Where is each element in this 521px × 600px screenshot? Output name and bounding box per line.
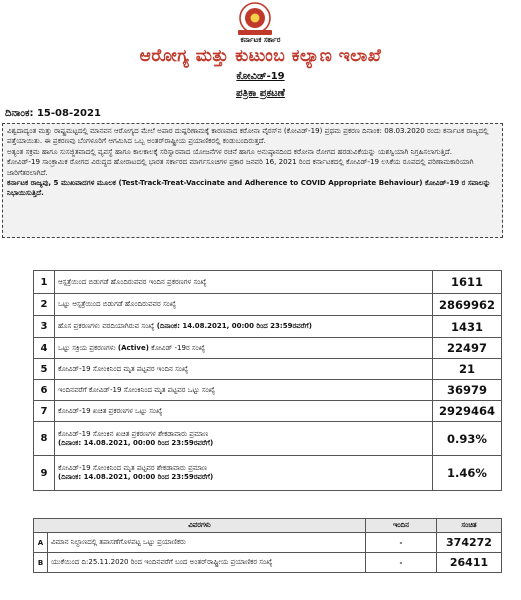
table-row: [34, 294, 502, 316]
row-value: 1.46%: [433, 456, 502, 491]
row-number: 5: [34, 359, 55, 380]
row-today: -: [366, 553, 437, 573]
table-row: [34, 533, 502, 553]
row-value: 36979: [433, 380, 502, 401]
table-row: [34, 422, 502, 456]
row-label: ಆಸ್ಪತ್ರೆಯಿಂದ ಬಿಡುಗಡೆ ಹೊಂದಿರುವವರ ಇಂದಿನ ಪ್ರಕರಣಗಳ ಸಂಖ್ಯೆ: [55, 271, 433, 294]
release-type: ಪತ್ರಿಕಾ ಪ್ರಕಟಣೆ: [236, 88, 285, 99]
summary-header-details: ವಿವರಗಳು: [34, 519, 366, 533]
row-value: 21: [433, 359, 502, 380]
summary-header-cumulative: ಸಂಚಿತ: [437, 519, 502, 533]
row-value: 0.93%: [433, 422, 502, 456]
row-label: ಒಟ್ಟು ಆಸ್ಪತ್ರೆಯಿಂದ ಬಿಡುಗಡೆ ಹೊಂದಿರುವವರ ಸಂಖ್ಯೆ: [55, 294, 433, 316]
row-label: ಒಟ್ಟು ಸಕ್ರಿಯ ಪ್ರಕರಣಗಳು (Active) ಕೋವಿಡ್ -19ರ ಸಂಖ್ಯೆ: [55, 338, 433, 359]
row-value: 1611: [433, 271, 502, 294]
summary-header-row: [34, 519, 502, 533]
intro-paragraph: ಕರ್ನಾಟಕ ರಾಜ್ಯವು, 5 ಮುಖವಾದಗಳ ಮೂಲಕ (Test-Track-Treat-Vaccinate and Adherence to COVID Appropriate Behaviour) ಕೋವಿಡ್-19 ರ ಸವಾಲನ್ನು ನಿಭಾಯಿಸುತ್ತಿದೆ.: [7, 178, 491, 198]
row-total: 26411: [437, 553, 502, 573]
government-name: ಕರ್ನಾಟಕ ಸರ್ಕಾರ: [240, 36, 281, 44]
row-today: -: [366, 533, 437, 553]
subject-title: ಕೋವಿಡ್-19: [236, 71, 285, 82]
table-row: [34, 401, 502, 422]
row-value: 1431: [433, 316, 502, 338]
summary-header-today: ಇಂದಿನ: [366, 519, 437, 533]
table-row: [34, 338, 502, 359]
table-row: [34, 380, 502, 401]
row-number: 2: [34, 294, 55, 316]
row-letter: B: [34, 553, 48, 573]
row-value: 2869962: [433, 294, 502, 316]
stats-table: [33, 270, 502, 491]
row-label: ಕೋವಿಡ್-19 ಸೋಂಕಿನ ಖಚಿತ ಪ್ರಕರಣಗಳ ಶೇಕಡಾವಾರು ಪ್ರಮಾಣ (ದಿನಾಂಕ: 14.08.2021, 00:00 ರಿಂದ 23:59ರವರೆಗೆ): [55, 422, 433, 456]
intro-box: [2, 123, 503, 238]
table-row: [34, 271, 502, 294]
row-value: 22497: [433, 338, 502, 359]
row-label: ಇಂದಿನವರೆಗೆ ಕೋವಿಡ್-19 ಸೋಂಕಿನಿಂದ ಮೃತ ಪಟ್ಟವರ ಒಟ್ಟು ಸಂಖ್ಯೆ: [55, 380, 433, 401]
release-date: ದಿನಾಂಕ: 15-08-2021: [5, 108, 101, 119]
row-label: ಕೋವಿಡ್-19 ಸೋಂಕಿನಿಂದ ಮೃತ ಪಟ್ಟವರ ಶೇಕಡಾವಾರು ಪ್ರಮಾಣ (ದಿನಾಂಕ: 14.08.2021, 00:00 ರಿಂದ 23:59ರವರೆಗೆ): [55, 456, 433, 491]
intro-paragraph: ಕೋವಿಡ್-19 ಸಾಂಕ್ರಾಮಿಕ ರೋಗದ ವಿರುದ್ಧದ ಹೋರಾಟದಲ್ಲಿ ಭಾರತ ಸರ್ಕಾರದ ಮಾರ್ಗಸೂಚಿಗಳ ಪ್ರಕಾರ ಜನವರಿ 16, 2021 ರಿಂದ ಕರ್ನಾಟಕದಲ್ಲಿ ಕೋವಿಡ್-19 ಲಸಿಕೆಯ ರೂಪದಲ್ಲಿ ಪರಿಣಾಮಕಾರಿಯಾಗಿ ಜಾರಿಗೆತರಲಾಗಿದೆ.: [7, 157, 474, 177]
row-number: 6: [34, 380, 55, 401]
summary-table: [33, 518, 502, 573]
row-number: 9: [34, 456, 55, 491]
row-number: 1: [34, 271, 55, 294]
row-label: ಹೊಸ ಪ್ರಕರಣಗಳು ವರದಿಯಾಗಿರುವ ಸಂಖ್ಯೆ (ದಿನಾಂಕ: 14.08.2021, 00:00 ರಿಂದ 23:59ರವರೆಗೆ): [55, 316, 433, 338]
table-row: [34, 359, 502, 380]
row-number: 4: [34, 338, 55, 359]
row-label: ಕೋವಿಡ್-19 ಸೋಂಕಿನಿಂದ ಮೃತ ಪಟ್ಟವರ ಇಂದಿನ ಸಂಖ್ಯೆ: [55, 359, 433, 380]
row-label: ಕೋವಿಡ್-19 ಖಚಿತ ಪ್ರಕರಣಗಳ ಒಟ್ಟು ಸಂಖ್ಯೆ: [55, 401, 433, 422]
row-number: 7: [34, 401, 55, 422]
karnataka-emblem-icon: [232, 2, 278, 36]
row-number: 3: [34, 316, 55, 338]
row-letter: A: [34, 533, 48, 553]
row-number: 8: [34, 422, 55, 456]
table-row: [34, 553, 502, 573]
intro-paragraph: ವಿಶ್ವದಾದ್ಯಂತ ಮತ್ತು ರಾಷ್ಟ್ರಮಟ್ಟದಲ್ಲಿ ಮಾನವನ ಆರೋಗ್ಯದ ಮೇಲೆ ಅಪಾರ ದುಷ್ಪರಿಣಾಮಕ್ಕೆ ಕಾರಣವಾದ ಕರೋನಾ ವೈರಸ್‌ನ (ಕೋವಿಡ್-19) ಪ್ರಥಮ ಪ್ರಕರಣ ದಿನಾಂಕ: 08.03.2020 ರಂದು ಕರ್ನಾಟಕ ರಾಜ್ಯದಲ್ಲಿ ಪತ್ತೆಯಾಯಿತು. ಈ ಪ್ರಕರಣವು ಬೆಂಗಳೂರಿಗೆ ಆಗಮಿಸಿದ ಒಬ್ಬ ಅಂತರ್‌ರಾಷ್ಟ್ರೀಯ ಪ್ರಯಾಣಿಕರಲ್ಲಿ ಕಂಡುಬಂದಿರುತ್ತದೆ.: [7, 126, 489, 146]
department-title: ಆರೋಗ್ಯ ಮತ್ತು ಕುಟುಂಬ ಕಲ್ಯಾಣ ಇಲಾಖೆ: [139, 46, 382, 66]
row-value: 2929464: [433, 401, 502, 422]
row-total: 374272: [437, 533, 502, 553]
row-label: ಯುಕೆಯಿಂದ ದಿ:25.11.2020 ರಿಂದ ಇಂದಿನವರೆಗೆ ಬಂದ ಅಂತರ್‌ರಾಷ್ಟ್ರೀಯ ಪ್ರಯಾಣಿಕರ ಸಂಖ್ಯೆ: [48, 553, 366, 573]
table-row: [34, 316, 502, 338]
table-row: [34, 456, 502, 491]
intro-paragraph: ಅತ್ಯಂತ ಸಕ್ರಮ ಹಾಗೂ ಸುಸಜ್ಜಿತವಾದಲ್ಲಿ ವ್ಯವಸ್ಥೆ ಹಾಗೂ ಕಾಲಕಾಲಕ್ಕೆ ಸರಿಸ್ವಾರವಾದ ಯೋಜನೆಗಳ ರಚನೆ ಹಾಗೂ ಅನುಷ್ಠಾನದಿಂದ ಕರೋನಾ ರೋಗದ ಹರಡುವಿಕೆಯನ್ನು ಯಶಸ್ವಿಯಾಗಿ ನಿಗ್ರಹಿಸಲಾಗುತ್ತಿದೆ.: [7, 146, 453, 156]
row-label: ವಿಮಾನ ನಿಲ್ದಾಣದಲ್ಲಿ ತಪಾಸಣೆಗೊಳಪಟ್ಟ ಒಟ್ಟು ಪ್ರಯಾಣಿಕರು: [48, 533, 366, 553]
